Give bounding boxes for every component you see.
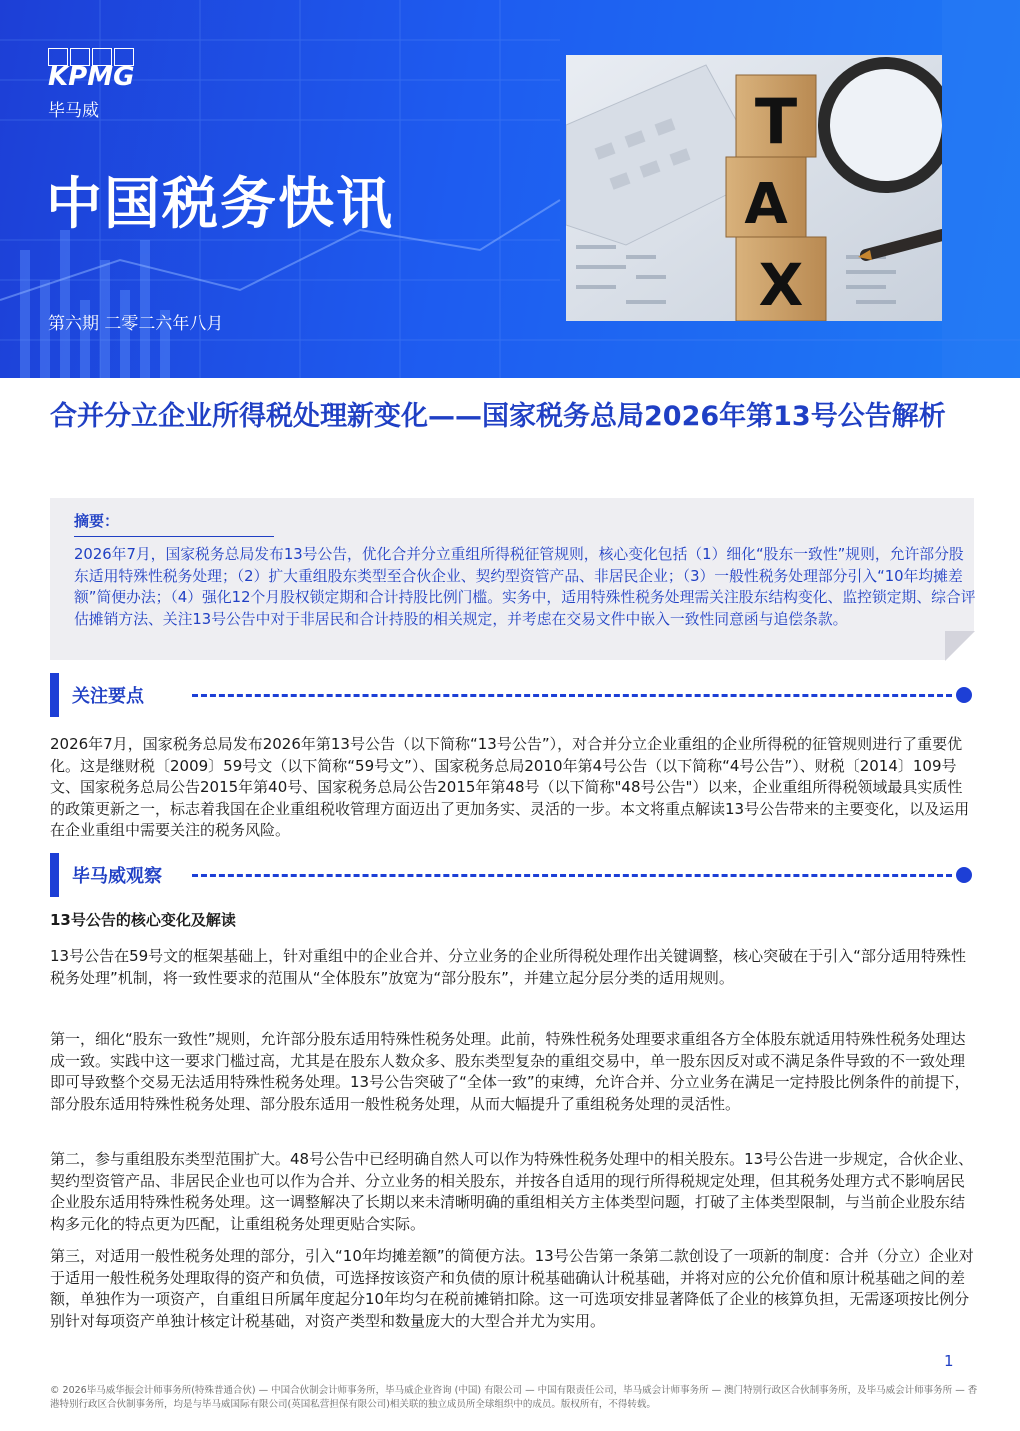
section-dot — [956, 867, 972, 883]
summary-divider — [74, 536, 274, 537]
tile-letter-t: T — [754, 85, 798, 158]
issue-date: 第六期 二零二六年八月 — [48, 314, 224, 334]
section-dashed-line — [192, 874, 952, 877]
cover-photo — [566, 55, 942, 321]
tile-letter-x: X — [758, 251, 804, 319]
document-title: 合并分立企业所得税处理新变化——国家税务总局2026年第13号公告解析 — [50, 401, 946, 432]
subsection-title: 13号公告的核心变化及解读 — [50, 911, 236, 929]
section-title: 毕马威观察 — [72, 866, 162, 887]
observation-paragraph-2: 第一，细化“股东一致性”规则，允许部分股东适用特殊性税务处理。此前，特殊性税务处理要求重组各方全体股东就适用特殊性税务处理达成一致。实践中这一要求门槛过高，尤其是在股东人数众多、股东类型复杂的重组交易中，单一股东因反对或不满足条件导致的不一致处理即可导致整个交易无法适用特殊性税务处理。13号公告突破了“全体一致”的束缚，允许合并、分立业务在满足一定持股比例条件的前提下，部分股东适用特殊性税务处理、部分股东适用一般性税务处理，从而大幅提升了重组税务处理的灵活性。 — [50, 1030, 970, 1113]
section-heading-kpmg-observation — [50, 853, 974, 897]
copyright-footer: © 2026毕马威华振会计师事务所(特殊普通合伙) — 中国合伙制会计师事务所，毕马威企业咨询 (中国) 有限公司 — 中国有限责任公司，毕马威会计师事务所 — 澳门特别行政区合伙制事务所，及毕马威会计师事务所 — 香港特别行政区合伙制事务所，均是与毕马威国际有限公司(英国私营担保有限公司)相关联的独立成员所全球组织中的成员。版权所有，不得转载。 — [50, 1385, 978, 1410]
logo-wordmark: KPMG — [48, 62, 135, 92]
logo-chinese-name: 毕马威 — [48, 101, 99, 121]
summary-label: 摘要： — [74, 512, 120, 530]
observation-paragraph-4: 第三，对适用一般性税务处理的部分，引入“10年均摊差额”的简便方法。13号公告第一条第二款创设了一项新的制度：合并（分立）企业对于适用一般性税务处理取得的资产和负债，可选择按该资产和负债的原计税基础确认计税基础，并将对应的公允价值和原计税基础之间的差额，单独作为一项资产，自重组日所属年度起分10年均匀在税前摊销扣除。这一可选项安排显著降低了企业的核算负担，无需逐项按比例分别针对每项资产单独计核定计税基础，对资产类型和数量庞大的大型合并尤为实用。 — [50, 1247, 974, 1330]
summary-box — [50, 498, 974, 660]
tile-letter-a: A — [744, 172, 788, 237]
section-dashed-line — [192, 694, 952, 697]
observation-paragraph-3: 第二，参与重组股东类型范围扩大。48号公告中已经明确自然人可以作为特殊性税务处理中的相关股东。13号公告进一步规定，合伙企业、契约型资管产品、非居民企业也可以作为合并、分立业务的相关股东，并按各自适用的现行所得税规定处理，但其税务处理方式不影响居民企业股东适用特殊性税务处理。这一调整解决了长期以来未清晰明确的重组相关方主体类型问题，打破了主体类型限制，与当前企业股东结构多元化的特点更为匹配，让重组税务处理更贴合实际。 — [50, 1150, 974, 1233]
summary-text: 2026年7月，国家税务总局发布13号公告，优化合并分立重组所得税征管规则，核心变化包括（1）细化“股东一致性”规则，允许部分股东适用特殊性税务处理；（2）扩大重组股东类型至合伙企业、契约型资管产品、非居民企业；（3）一般性税务处理部分引入“10年均摊差额”简便办法；（4）强化12个月股权锁定期和合计持股比例门槛。实务中，适用特殊性税务处理需关注股东结构变化、监控锁定期、综合评估摊销方法、关注13号公告中对于非居民和合计持股的相关规定，并考虑在交易文件中嵌入一致性同意函与追偿条款。 — [74, 546, 976, 628]
page-number: 1 — [944, 1352, 954, 1370]
kpmg-logo — [48, 48, 134, 121]
page-fold-corner — [945, 631, 975, 661]
observation-paragraph-1: 13号公告在59号文的框架基础上，针对重组中的企业合并、分立业务的企业所得税处理作出关键调整，核心突破在于引入“部分适用特殊性税务处理”机制，将一致性要求的范围从“全体股东”放宽为“部分股东”，并建立起分层分类的适用规则。 — [50, 947, 966, 987]
section-bar — [50, 673, 59, 717]
hero-banner — [0, 0, 1020, 378]
section-title: 关注要点 — [72, 686, 144, 707]
tax-blocks-illustration — [566, 55, 942, 321]
section-dot — [956, 687, 972, 703]
section-bar — [50, 853, 59, 897]
publication-title: 中国税务快讯 — [46, 172, 394, 237]
key-points-paragraph: 2026年7月，国家税务总局发布2026年第13号公告（以下简称“13号公告”），对合并分立企业重组的企业所得税的征管规则进行了重要优化。这是继财税〔2009〕59号文（以下简称“59号文”）、国家税务总局2010年第4号公告（以下简称“4号公告”）、财税〔2014〕109号文、国家税务总局公告2015年第40号、国家税务总局公告2015年第48号（以下简称"48号公告"）以来，企业重组所得税领域最具实质性的政策更新之一，标志着我国在企业重组税收管理方面迈出了更加务实、灵活的一步。本文将重点解读13号公告带来的主要变化，以及运用在企业重组中需要关注的税务风险。 — [50, 735, 970, 839]
section-heading-key-points — [50, 673, 974, 717]
